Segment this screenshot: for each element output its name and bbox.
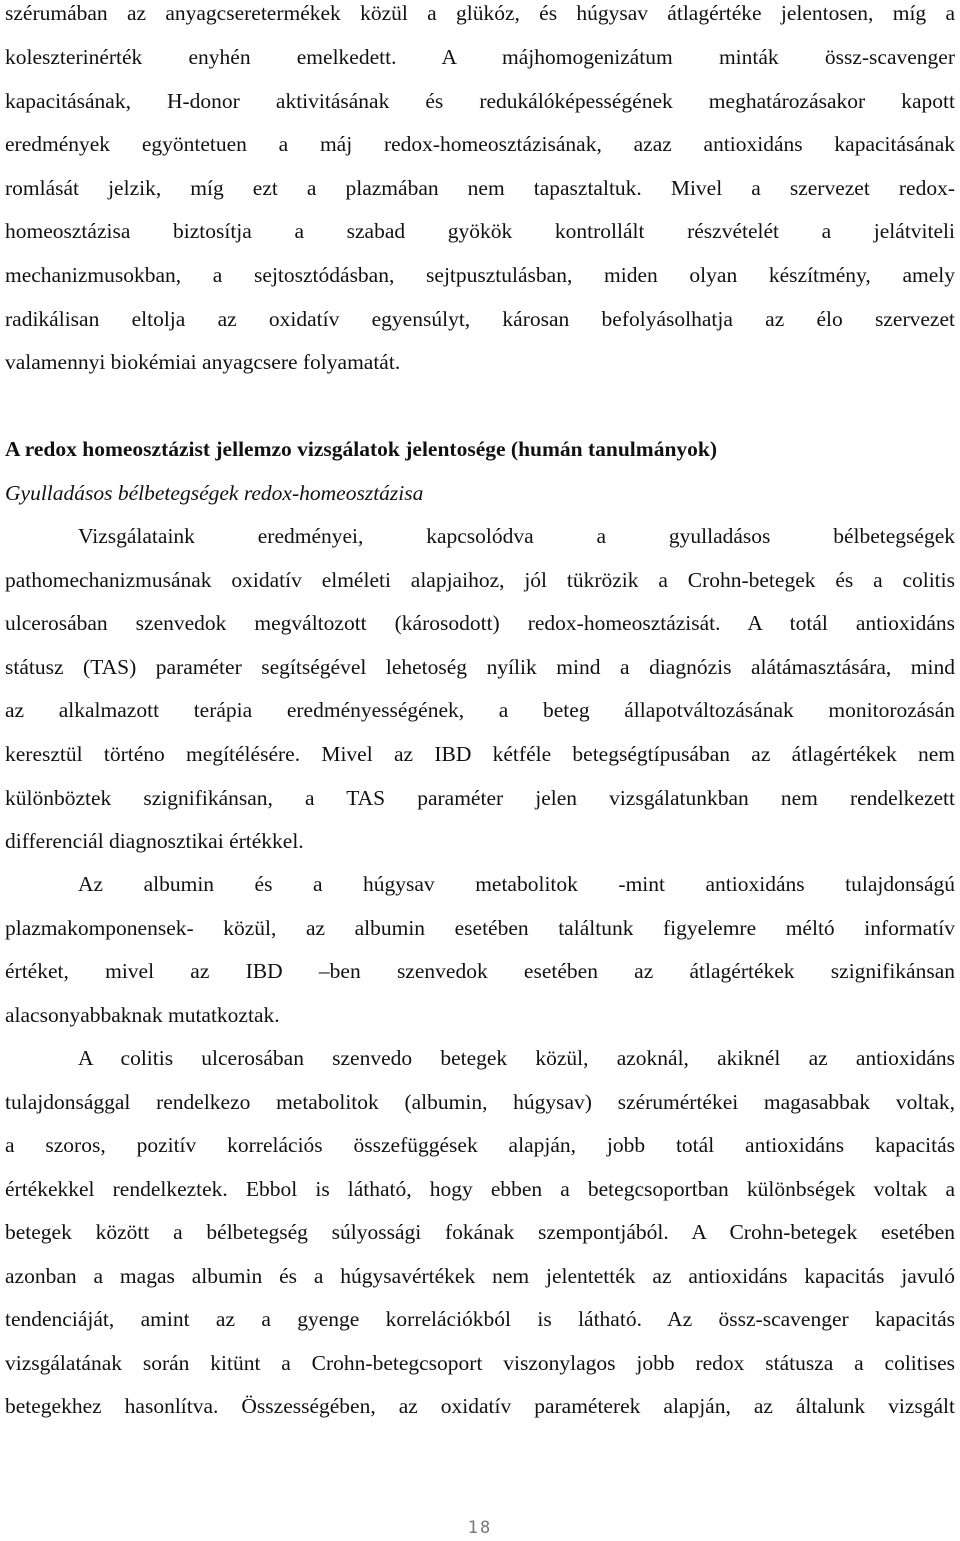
- text-line: a szoros, pozitív korrelációs összefüggések alapján, jobb totál antioxidáns kapacitás: [5, 1133, 955, 1157]
- text-line: differenciál diagnosztikai értékkel.: [5, 829, 304, 853]
- text-line: plazmakomponensek- közül, az albumin esetében találtunk figyelemre méltó informatív: [5, 916, 955, 940]
- text-line: státusz (TAS) paraméter segítségével lehetoség nyílik mind a diagnózis alátámasztására, mind: [5, 655, 955, 679]
- text-line: kapacitásának, H-donor aktivitásának és redukálóképességének meghatározásakor kapott: [5, 89, 955, 113]
- text-line: szérumában az anyagcseretermékek közül a glükóz, és húgysav átlagértéke jelentosen, míg a: [5, 1, 955, 25]
- text-line: homeosztázisa biztosítja a szabad gyökök kontrollált részvételét a jelátviteli: [5, 219, 955, 243]
- text-line: valamennyi biokémiai anyagcsere folyamatát.: [5, 350, 401, 374]
- text-line: Vizsgálataink eredményei, kapcsolódva a gyulladásos bélbetegségek: [78, 524, 955, 548]
- text-line: keresztül történo megítélésére. Mivel az IBD kétféle betegségtípusában az átlagértékek nem: [5, 742, 955, 766]
- page-number: 18: [467, 1518, 493, 1538]
- text-line: értéket, mivel az IBD –ben szenvedok esetében az átlagértékek szignifikánsan: [5, 959, 955, 983]
- section-heading: A redox homeosztázist jellemzo vizsgálatok jelentosége (humán tanulmányok): [5, 437, 718, 461]
- text-line: A colitis ulcerosában szenvedo betegek közül, azoknál, akiknél az antioxidáns: [78, 1046, 955, 1070]
- text-line: tendenciáját, amint az a gyenge korrelációkból is látható. Az össz-scavenger kapacitás: [5, 1307, 955, 1331]
- subsection-heading: Gyulladásos bélbetegségek redox-homeosztázisa: [5, 481, 424, 505]
- text-line: ulcerosában szenvedok megváltozott (károsodott) redox-homeosztázisát. A totál antioxidáns: [5, 611, 955, 635]
- text-line: betegek között a bélbetegség súlyossági fokának szempontjából. A Crohn-betegek esetében: [5, 1220, 955, 1244]
- text-line: mechanizmusokban, a sejtosztódásban, sejtpusztulásban, miden olyan készítmény, amely: [5, 263, 955, 287]
- text-line: koleszterinérték enyhén emelkedett. A májhomogenizátum minták össz-scavenger: [5, 45, 955, 69]
- text-line: tulajdonsággal rendelkezo metabolitok (albumin, húgysav) szérumértékei magasabbak voltak,: [5, 1090, 955, 1114]
- text-line: radikálisan eltolja az oxidatív egyensúlyt, károsan befolyásolhatja az élo szervezet: [5, 307, 955, 331]
- text-line: az alkalmazott terápia eredményességének, a beteg állapotváltozásának monitorozásán: [5, 698, 955, 722]
- text-line: értékekkel rendelkeztek. Ebbol is látható, hogy ebben a betegcsoportban különbségek voltak a: [5, 1177, 955, 1201]
- text-line: eredmények egyöntetuen a máj redox-homeosztázisának, azaz antioxidáns kapacitásának: [5, 132, 955, 156]
- text-line: Az albumin és a húgysav metabolitok -mint antioxidáns tulajdonságú: [78, 872, 955, 896]
- text-line: pathomechanizmusának oxidatív elméleti alapjaihoz, jól tükrözik a Crohn-betegek és a colitis: [5, 568, 955, 592]
- text-line: romlását jelzik, míg ezt a plazmában nem tapasztaltuk. Mivel a szervezet redox-: [5, 176, 955, 200]
- text-line: azonban a magas albumin és a húgysavértékek nem jelentették az antioxidáns kapacitás javuló: [5, 1264, 955, 1288]
- text-line: alacsonyabbaknak mutatkoztak.: [5, 1003, 280, 1027]
- text-line: vizsgálatának során kitünt a Crohn-betegcsoport viszonylagos jobb redox státusza a colitises: [5, 1351, 955, 1375]
- text-line: betegekhez hasonlítva. Összességében, az oxidatív paraméterek alapján, az általunk vizsgált: [5, 1394, 955, 1418]
- text-line: különböztek szignifikánsan, a TAS paraméter jelen vizsgálatunkban nem rendelkezett: [5, 786, 955, 810]
